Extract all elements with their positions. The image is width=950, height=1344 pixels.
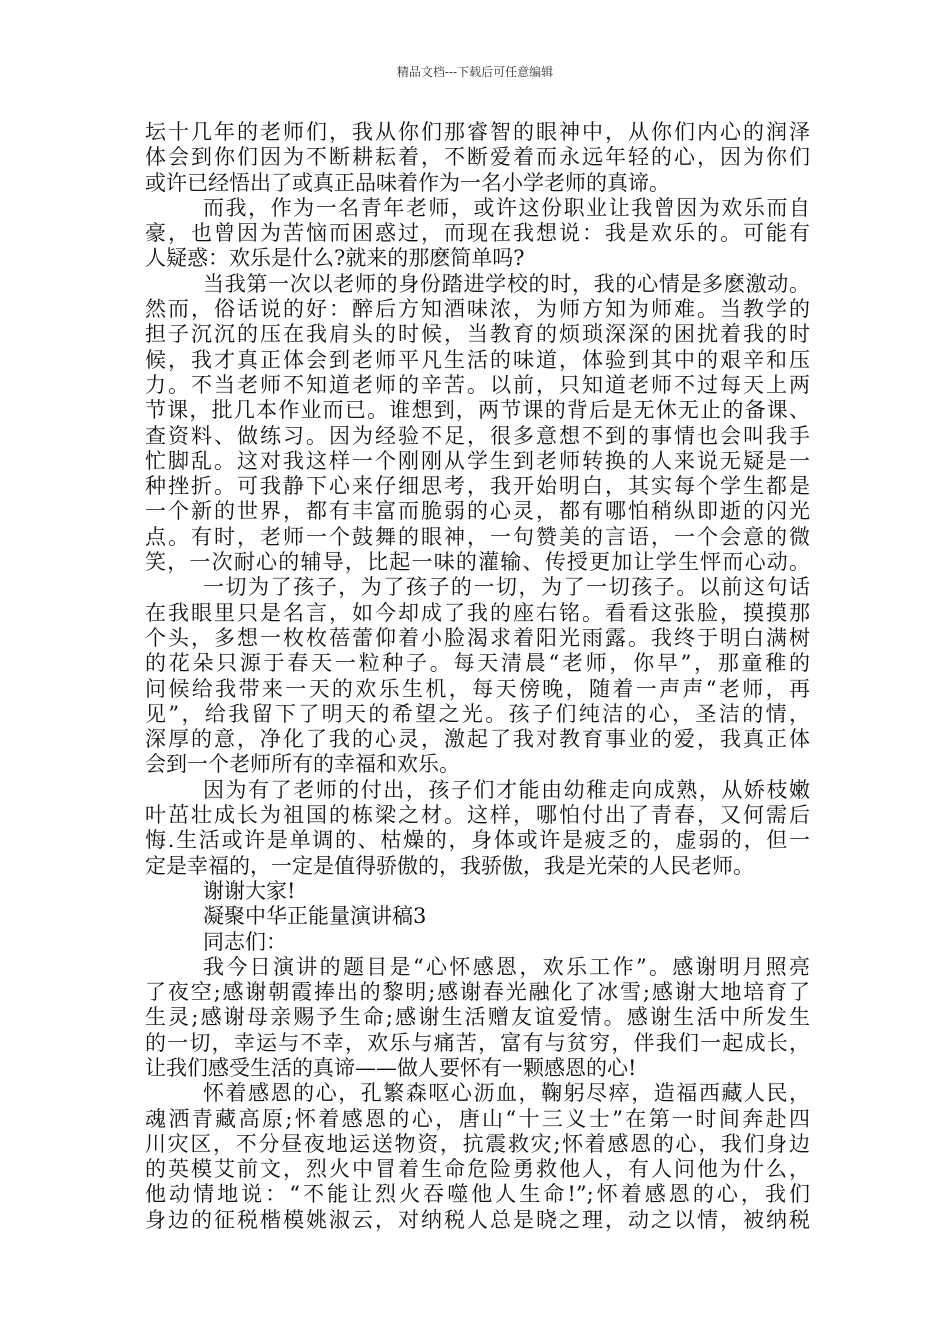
text-line: 的英模艾前文，烈火中冒着生命危险勇救他人，有人问他为什么， <box>145 1157 810 1182</box>
text-line: 或许已经悟出了或真正品味着作为一名小学老师的真谛。 <box>145 170 670 195</box>
text-line: 魂洒青藏高原;怀着感恩的心，唐山“十三义士”在第一时间奔赴四 <box>145 1106 810 1131</box>
text-line: 叶茁壮成长为祖国的栋梁之材。这样，哪怕付出了青春，又何需后 <box>145 803 810 828</box>
text-line: 当我第一次以老师的身份踏进学校的时，我的心情是多麽激动。 <box>203 271 810 296</box>
text-line: 而我，作为一名青年老师，或许这份职业让我曾因为欢乐而自 <box>203 195 810 220</box>
text-line: 笑，一次耐心的辅导，比起一味的灌输、传授更加让学生怦而心动。 <box>145 550 810 575</box>
text-line: 见”，给我留下了明天的希望之光。孩子们纯洁的心，圣洁的情， <box>145 701 810 726</box>
text-line: 生灵;感谢母亲赐予生命;感谢生活赠友谊爱情。感谢生活中所发生 <box>145 1005 810 1030</box>
text-line: 定是幸福的，一定是值得骄傲的，我骄傲，我是光荣的人民老师。 <box>145 853 754 878</box>
text-line: 会到一个老师所有的幸福和欢乐。 <box>145 752 460 777</box>
text-line: 体会到你们因为不断耕耘着，不断爱着而永远年轻的心，因为你们 <box>145 145 810 170</box>
text-line: 节课，批几本作业而已。谁想到，两节课的背后是无休无止的备课、 <box>145 398 810 423</box>
text-line: 凝聚中华正能量演讲稿3 <box>203 904 427 929</box>
text-line: 悔.生活或许是单调的、枯燥的，身体或许是疲乏的，虚弱的，但一 <box>145 828 810 853</box>
text-line: 深厚的意，净化了我的心灵，激起了我对教育事业的爱，我真正体 <box>145 727 810 752</box>
document-body <box>145 120 810 1233</box>
text-line: 忙脚乱。这对我这样一个刚刚从学生到老师转换的人来说无疑是一 <box>145 448 810 473</box>
text-line: 让我们感受生活的真谛——做人要怀有一颗感恩的心! <box>145 1055 637 1080</box>
text-line: 身边的征税楷模姚淑云，对纳税人总是晓之理，动之以情，被纳税 <box>145 1207 810 1232</box>
text-line: 一切为了孩子，为了孩子的一切，为了一切孩子。以前这句话 <box>203 575 810 600</box>
text-line: 我今日演讲的题目是“心怀感恩，欢乐工作”。感谢明月照亮 <box>203 954 810 979</box>
text-line: 种挫折。可我静下心来仔细思考，我开始明白，其实每个学生都是 <box>145 474 810 499</box>
text-line: 担子沉沉的压在我肩头的时候，当教育的烦琐深深的困扰着我的时 <box>145 322 810 347</box>
text-line: 在我眼里只是名言，如今却成了我的座右铭。看看这张脸，摸摸那 <box>145 600 810 625</box>
text-line: 个头，多想一枚枚蓓蕾仰着小脸渴求着阳光雨露。我终于明白满树 <box>145 625 810 650</box>
text-line: 因为有了老师的付出，孩子们才能由幼稚走向成熟，从娇枝嫩 <box>203 777 810 802</box>
text-line: 然而，俗话说的好：醉后方知酒味浓，为师方知为师难。当教学的 <box>145 297 810 322</box>
text-line: 怀着感恩的心，孔繁森呕心沥血，鞠躬尽瘁，造福西藏人民， <box>203 1081 810 1106</box>
text-line: 坛十几年的老师们，我从你们那睿智的眼神中，从你们内心的润泽 <box>145 120 810 144</box>
text-line: 的花朵只源于春天一粒种子。每天清晨“老师，你早”，那童稚的 <box>145 651 810 676</box>
text-line: 点。有时，老师一个鼓舞的眼神，一句赞美的言语，一个会意的微 <box>145 524 810 549</box>
text-line: 查资料、做练习。因为经验不足，很多意想不到的事情也会叫我手 <box>145 423 810 448</box>
text-line: 候，我才真正体会到老师平凡生活的味道，体验到其中的艰辛和压 <box>145 347 810 372</box>
text-line: 的一切，幸运与不幸，欢乐与痛苦，富有与贫穷，伴我们一起成长， <box>145 1030 810 1055</box>
text-line: 豪，也曾因为苦恼而困惑过，而现在我想说：我是欢乐的。可能有 <box>145 221 810 246</box>
text-line: 他动情地说：“不能让烈火吞噬他人生命!”;怀着感恩的心，我们 <box>145 1182 810 1207</box>
text-line: 一个新的世界，都有丰富而脆弱的心灵，都有哪怕稍纵即逝的闪光 <box>145 499 810 524</box>
text-line: 同志们： <box>203 929 287 954</box>
text-line: 川灾区，不分昼夜地运送物资，抗震救灾;怀着感恩的心，我们身边 <box>145 1131 810 1156</box>
text-line: 了夜空;感谢朝霞捧出的黎明;感谢春光融化了冰雪;感谢大地培育了 <box>145 980 810 1005</box>
text-line: 人疑惑：欢乐是什么?就来的那麽简单吗? <box>145 246 525 271</box>
text-line: 谢谢大家! <box>203 878 296 903</box>
page-header: 精品文档---下载后可任意编辑 <box>396 65 554 79</box>
text-line: 力。不当老师不知道老师的辛苦。以前，只知道老师不过每天上两 <box>145 372 810 397</box>
text-line: 问候给我带来一天的欢乐生机，每天傍晚，随着一声声“老师，再 <box>145 676 810 701</box>
